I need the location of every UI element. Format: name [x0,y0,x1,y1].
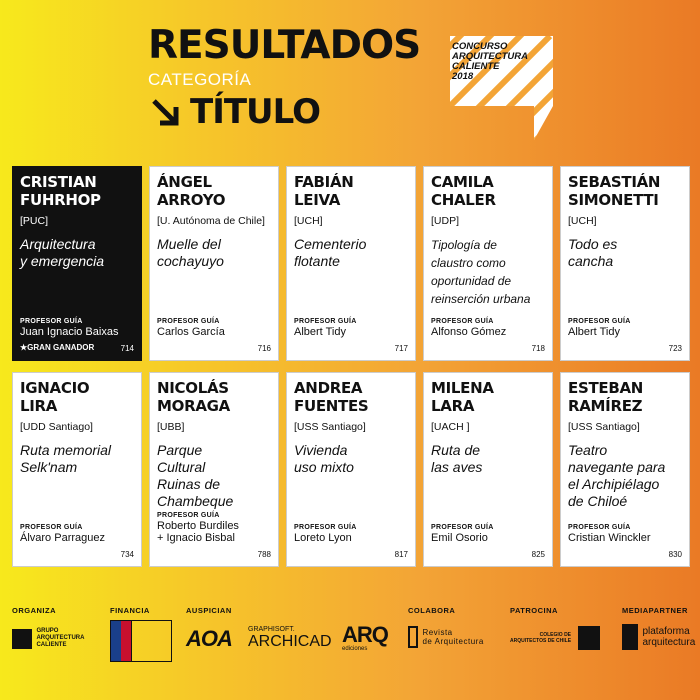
entry-number: 723 [668,344,682,353]
plataforma-icon [622,624,638,650]
guide-name: Carlos García [157,326,225,338]
university: [UCH] [294,215,323,227]
guide-label: PROFESOR GUÍA [431,318,494,325]
guide-label: PROFESOR GUÍA [568,524,631,531]
entry-number: 817 [394,550,408,559]
category-row [148,94,420,130]
university: [UACH ] [431,421,470,433]
arq-text: ARQ [342,622,388,647]
ministerio-logo [110,620,172,662]
university: [USS Santiago] [568,421,640,433]
project-title: Arquitectura y emergencia [20,236,105,269]
guide-block [294,318,357,338]
guide-block [20,318,118,338]
gov-seal-icon [110,620,172,662]
auspician-label: AUSPICIAN [186,606,232,615]
student-name: SEBASTIÁN SIMONETTI [568,173,661,209]
guide-name: Loreto Lyon [294,532,352,544]
guide-name: Roberto Burdiles + Ignacio Bisbal [157,520,239,544]
university: [UDD Santiago] [20,421,93,433]
guide-block [294,524,357,544]
aoa-text: AOA [186,626,232,651]
guide-name: Albert Tidy [568,326,620,338]
entry-number: 718 [531,344,545,353]
university: [U. Autónoma de Chile] [157,215,265,227]
entry-number: 716 [257,344,271,353]
student-name: IGNACIO LIRA [20,379,90,415]
colegio-text: COLEGIO DE ARQUITECTOS DE CHILE [510,632,572,644]
aoa-logo [186,626,232,652]
guide-label: PROFESOR GUÍA [294,318,357,325]
guide-block [568,524,651,544]
result-card [286,166,416,361]
guide-block [431,524,494,544]
student-name: MILENA LARA [431,379,494,415]
revista-logo [408,626,484,648]
student-name: CRISTIAN FUHRHOP [20,173,101,209]
plataforma-logo [622,624,695,650]
patrocina-label: PATROCINA [510,606,558,615]
university: [UCH] [568,215,597,227]
guide-label: PROFESOR GUÍA [20,318,83,325]
winner-card [12,166,142,361]
result-card [423,372,553,567]
result-card [560,372,690,567]
project-title: Vivienda uso mixto [294,442,354,475]
guide-label: PROFESOR GUÍA [157,318,220,325]
guide-name: Álvaro Parraguez [20,532,105,544]
arq-logo [342,624,388,652]
project-title: Todo es cancha [568,236,618,269]
result-card [423,166,553,361]
category-value: TÍTULO [190,92,320,132]
archicad-logo [248,626,332,651]
plataforma-text: plataforma arquitectura [642,626,696,648]
guide-block [20,524,105,544]
guide-label: PROFESOR GUÍA [20,524,83,531]
entry-number: 830 [668,550,682,559]
award-badge: ★GRAN GANADOR [20,343,95,352]
result-card [12,372,142,567]
project-title: Parque Cultural Ruinas de Chambeque [157,442,234,509]
header [148,23,421,132]
arq-sub-text: ediciones [342,646,368,652]
graphisoft-text: GRAPHISOFT. [248,626,295,633]
guide-name: Alfonso Gómez [431,326,507,338]
guide-block [431,318,506,338]
mediapartner-label: MEDIAPARTNER [622,606,688,615]
student-name: FABIÁN LEIVA [294,173,354,209]
project-title: Muelle del cochayuyo [157,236,224,269]
guide-name: Cristian Winckler [568,532,651,544]
sponsors-bar [0,600,700,700]
project-title: Tipología de claustro como oportunidad de reinserción urbana [431,238,531,306]
organiza-label: ORGANIZA [12,606,56,615]
university: [PUC] [20,215,49,227]
guide-label: PROFESOR GUÍA [431,524,494,531]
guide-block [157,512,239,544]
project-title: Cementerio flotante [294,236,367,269]
grupo-logo [12,628,84,649]
entry-number: 788 [257,550,271,559]
page-title: RESULTADOS [148,23,421,68]
category-label: CATEGORÍA [148,70,252,89]
student-name: NICOLÁS MORAGA [157,379,230,415]
guide-block [568,318,631,338]
result-card [149,166,279,361]
contest-logo [450,36,555,140]
logo-text: CONCURSO ARQUITECTURA CALIENTE 2018 [452,41,528,82]
entry-number: 717 [394,344,408,353]
project-title: Teatro navegante para el Archipiélago de Chiloé [568,442,666,509]
result-card [560,166,690,361]
student-name: ÁNGEL ARROYO [157,173,226,209]
university: [USS Santiago] [294,421,366,433]
guide-label: PROFESOR GUÍA [568,318,631,325]
entry-number: 714 [120,344,134,353]
tower-icon [408,626,418,648]
guide-name: Juan Ignacio Baixas [20,326,119,338]
university: [UBB] [157,421,185,433]
project-title: Ruta de las aves [431,442,483,475]
grupo-text: GRUPO ARQUITECTURA CALIENTE [36,628,85,648]
colegio-logo [510,626,600,650]
student-name: ESTEBAN RAMÍREZ [568,379,644,415]
financia-label: FINANCIA [110,606,150,615]
student-name: CAMILA CHALER [431,173,496,209]
colegio-emblem-icon [578,626,600,650]
archicad-text: ARCHICAD [248,633,332,650]
entry-number: 825 [531,550,545,559]
project-title: Ruta memorial Selk'nam [20,442,112,475]
guide-label: PROFESOR GUÍA [157,512,220,519]
guide-block [157,318,225,338]
arrow-down-right-icon [148,95,182,129]
speech-bubble-icon [12,629,32,649]
entry-number: 734 [120,550,134,559]
result-card [286,372,416,567]
colabora-label: COLABORA [408,606,456,615]
revista-text: Revista de Arquitectura [422,628,484,646]
guide-label: PROFESOR GUÍA [294,524,357,531]
university: [UDP] [431,215,460,227]
guide-name: Emil Osorio [431,532,488,544]
result-card [149,372,279,567]
student-name: ANDREA FUENTES [294,379,369,415]
guide-name: Albert Tidy [294,326,346,338]
